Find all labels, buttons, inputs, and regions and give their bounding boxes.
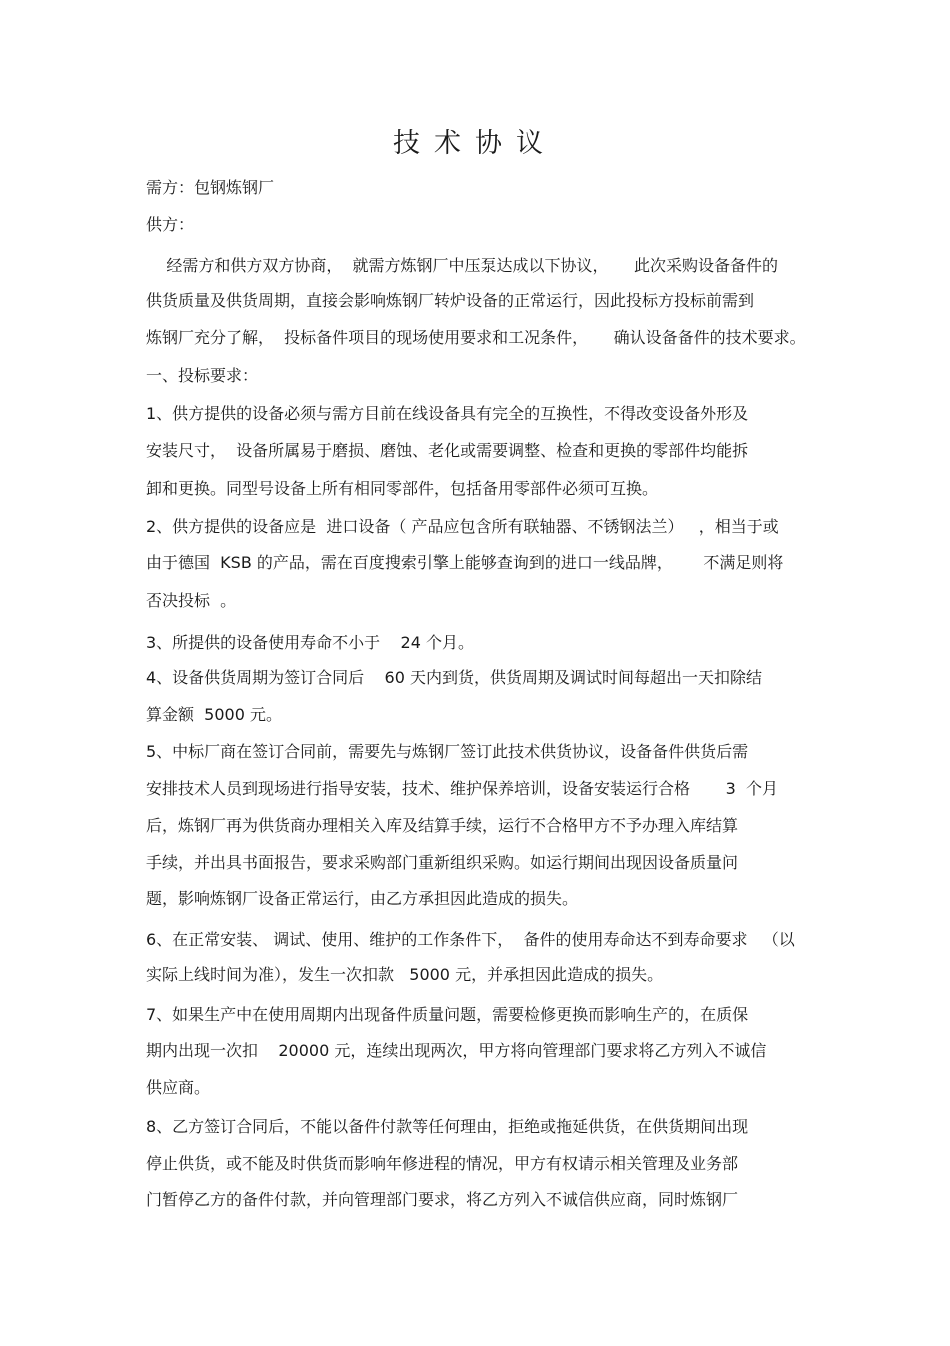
paragraph-line: 4、设备供货周期为签订合同后 60 天内到货，供货周期及调试时间每超出一天扣除结 [146,668,762,687]
document-title: 技术协议 [393,128,557,159]
supplier-line: 供方： [146,215,195,234]
paragraph-line: 1、供方提供的设备必须与需方目前在线设备具有完全的互换性，不得改变设备外形及 [146,404,749,423]
paragraph-line: 停止供货，或不能及时供货而影响年修进程的情况，甲方有权请示相关管理及业务部 [146,1154,739,1173]
paragraph-line: 后，炼钢厂再为供货商办理相关入库及结算手续，运行不合格甲方不予办理入库结算 [146,816,739,835]
paragraph-line: 经需方和供方双方协商， 就需方炼钢厂中压泵达成以下协议， 此次采购设备备件的 [146,256,778,275]
paragraph-line: 卸和更换。同型号设备上所有相同零部件，包括备用零部件必须可互换。 [146,479,659,498]
paragraph-line: 算金额 5000 元。 [146,705,282,724]
paragraph-line: 实际上线时间为准），发生一次扣款 5000 元，并承担因此造成的损失。 [146,965,664,984]
paragraph-line: 门暂停乙方的备件付款，并向管理部门要求，将乙方列入不诚信供应商，同时炼钢厂 [146,1190,739,1209]
paragraph-line: 安排技术人员到现场进行指导安装，技术、维护保养培训，设备安装运行合格 3 个月 [146,779,778,798]
paragraph-line: 安装尺寸， 设备所属易于磨损、磨蚀、老化或需要调整、检查和更换的零部件均能拆 [146,441,749,460]
paragraph-line: 5、中标厂商在签订合同前，需要先与炼钢厂签订此技术供货协议，设备备件供货后需 [146,742,749,761]
paragraph-line: 3、所提供的设备使用寿命不小于 24 个月。 [146,633,474,652]
paragraph-line: 由于德国 KSB 的产品，需在百度搜索引擎上能够查询到的进口一线品牌， 不满足则将 [146,553,784,572]
paragraph-line: 题，影响炼钢厂设备正常运行，由乙方承担因此造成的损失。 [146,889,579,908]
paragraph-line: 供货质量及供货周期，直接会影响炼钢厂转炉设备的正常运行，因此投标方投标前需到 [146,291,755,310]
section-heading: 一、投标要求： [146,366,259,385]
paragraph-line: 2、供方提供的设备应是 进口设备（ 产品应包含所有联轴器、不锈钢法兰） ，相当于或 [146,517,779,536]
paragraph-line: 供应商。 [146,1078,211,1097]
buyer-line: 需方：包钢炼钢厂 [146,178,275,197]
paragraph-line: 手续，并出具书面报告，要求采购部门重新组织采购。如运行期间出现因设备质量问 [146,853,739,872]
paragraph-line: 炼钢厂充分了解， 投标备件项目的现场使用要求和工况条件， 确认设备备件的技术要求。 [146,328,806,347]
paragraph-line: 6、在正常安装、 调试、使用、维护的工作条件下， 备件的使用寿命达不到寿命要求 （以 [146,930,795,949]
paragraph-line: 否决投标 。 [146,591,237,610]
paragraph-line: 期内出现一次扣 20000 元，连续出现两次，甲方将向管理部门要求将乙方列入不诚信 [146,1041,767,1060]
paragraph-line: 7、如果生产中在使用周期内出现备件质量问题，需要检修更换而影响生产的，在质保 [146,1005,749,1024]
paragraph-line: 8、乙方签订合同后，不能以备件付款等任何理由，拒绝或拖延供货，在供货期间出现 [146,1117,749,1136]
